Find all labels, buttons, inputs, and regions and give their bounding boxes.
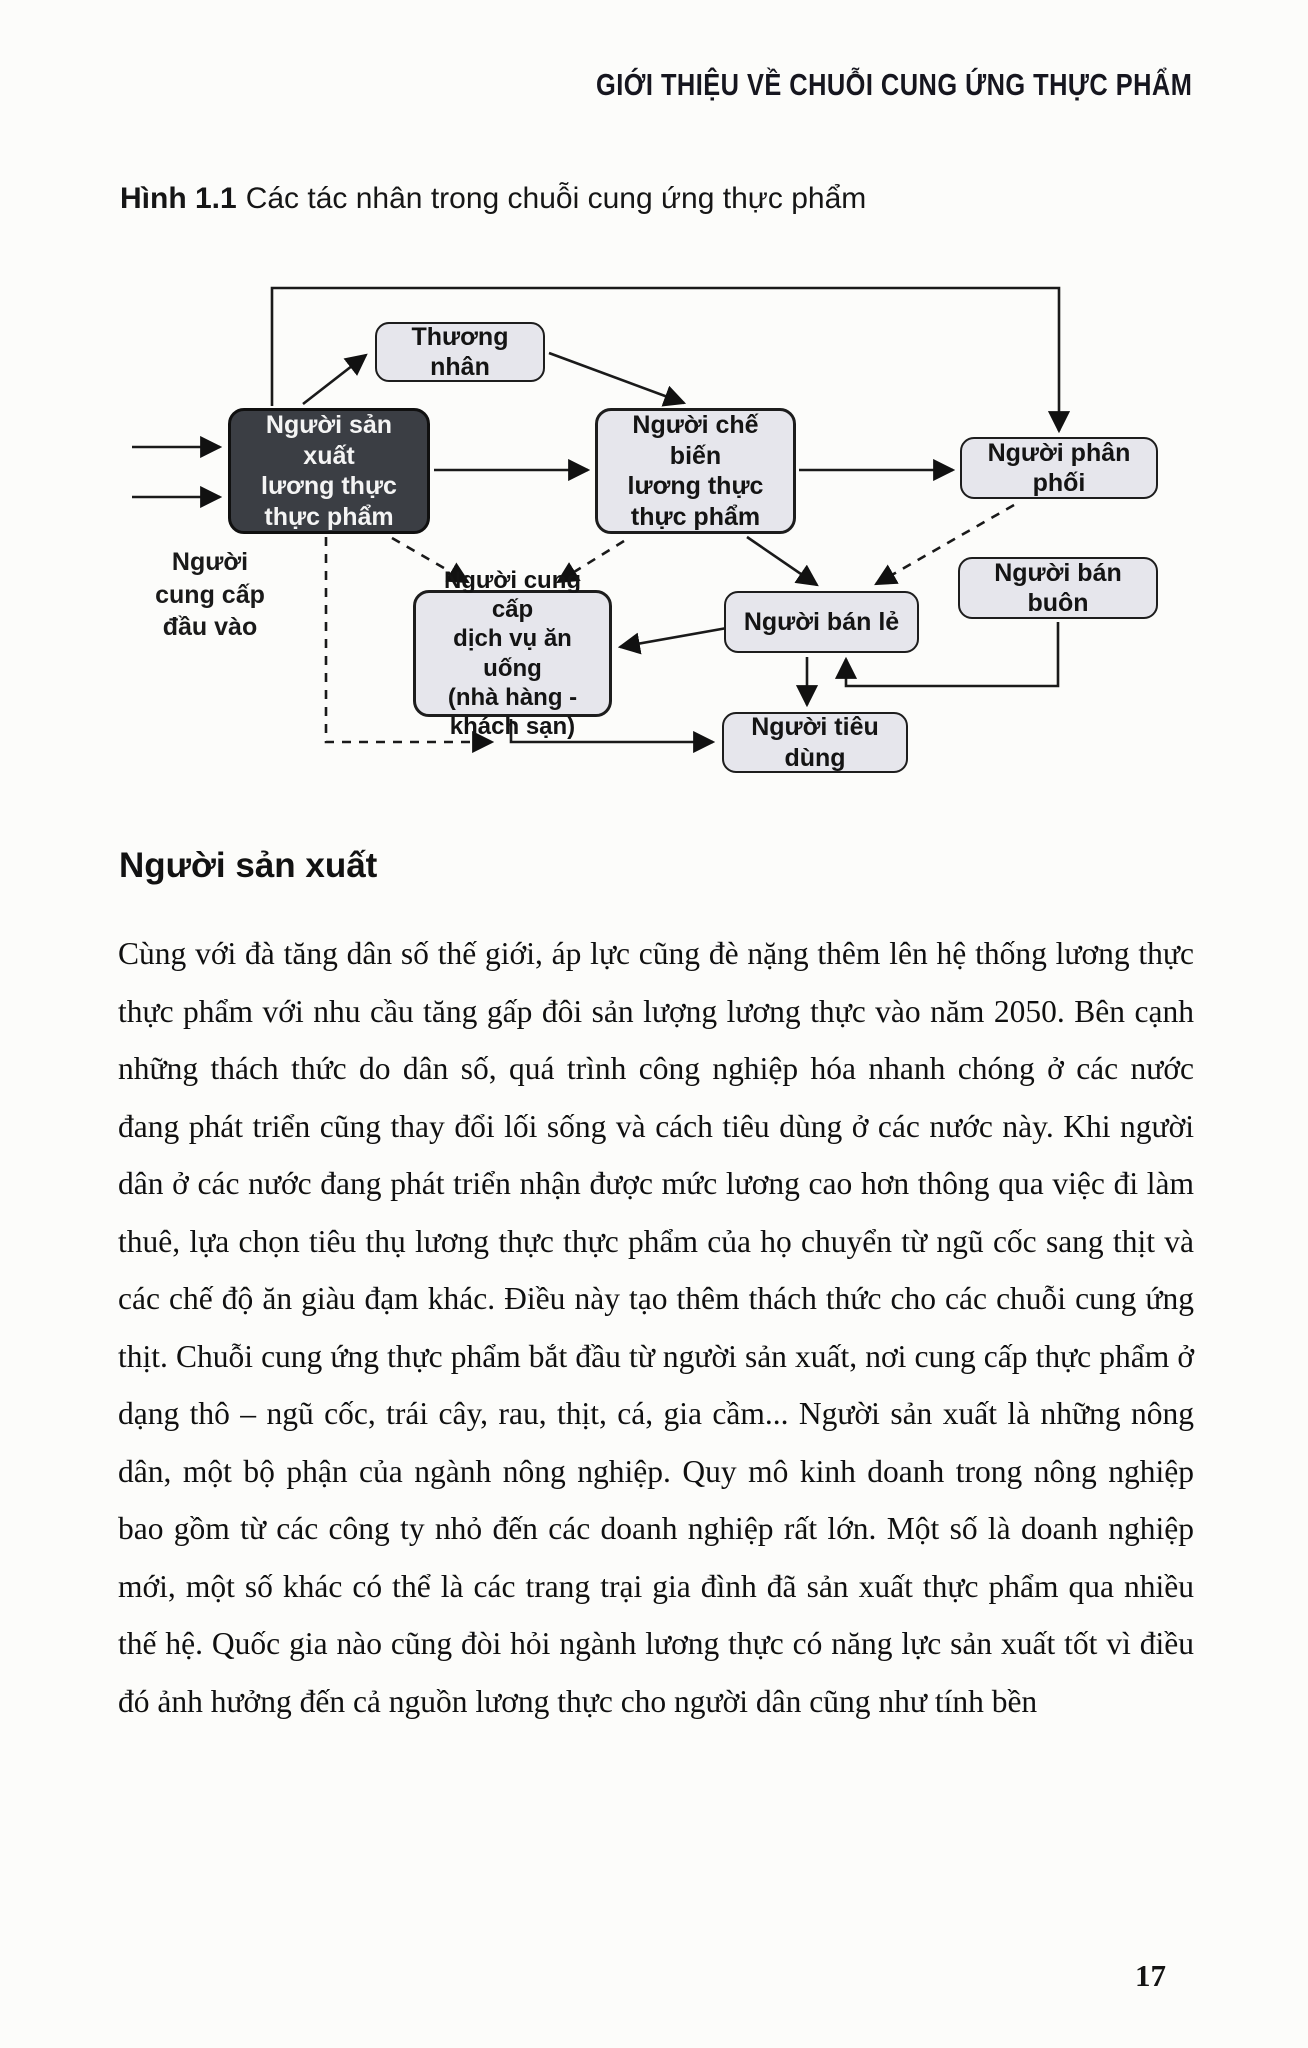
figure-caption-label: Hình 1.1 bbox=[120, 182, 237, 215]
running-header: GIỚI THIỆU VỀ CHUỖI CUNG ỨNG THỰC PHẨM bbox=[595, 68, 1192, 102]
node-processor: Người chế biến lương thực thực phẩm bbox=[595, 408, 796, 534]
node-consumer: Người tiêu dùng bbox=[722, 712, 908, 773]
figure-caption-text: Các tác nhân trong chuỗi cung ứng thực phẩm bbox=[245, 182, 867, 215]
label-input-supplier: Người cung cấp đầu vào bbox=[155, 548, 265, 641]
node-retailer: Người bán lẻ bbox=[724, 591, 919, 653]
node-trader: Thương nhân bbox=[375, 322, 545, 382]
section-heading: Người sản xuất bbox=[119, 846, 378, 885]
node-wholesaler: Người bán buôn bbox=[958, 557, 1158, 619]
body-paragraph: Cùng với đà tăng dân số thế giới, áp lực cũng đè nặng thêm lên hệ thống lương thực thực phẩm với nhu cầu tăng gấp đôi sản lượng lương thực vào năm 2050. Bên cạnh những thách thức do dân số, quá trình công nghiệp hóa nhanh chóng ở các nước đang phát triển cũng thay đổi lối sống và cách tiêu dùng ở các nước này. Khi người dân ở các nước đang phát triển nhận được mức lương cao hơn thông qua việc đi làm thuê, lựa chọn tiêu thụ lương thực thực phẩm của họ chuyển từ ngũ cốc sang thịt và các chế độ ăn giàu đạm khác. Điều này tạo thêm thách thức cho các chuỗi cung ứng thịt. Chuỗi cung ứng thực phẩm bắt đầu từ người sản xuất, nơi cung cấp thực phẩm ở dạng thô – ngũ cốc, trái cây, rau, thịt, cá, gia cầm... Người sản xuất là những nông dân, một bộ phận của ngành nông nghiệp. Quy mô kinh doanh trong nông nghiệp bao gồm từ các công ty nhỏ đến các doanh nghiệp rất lớn. Một số là doanh nghiệp mới, một số khác có thể là các trang trại gia đình đã sản xuất thực phẩm qua nhiều thế hệ. Quốc gia nào cũng đòi hỏi ngành lương thực có năng lực sản xuất tốt vì điều đó ảnh hưởng đến cả nguồn lương thực cho người dân cũng như tính bền bbox=[118, 936, 1194, 1719]
supply-chain-diagram bbox=[0, 0, 1308, 820]
page-number: 17 bbox=[1135, 1958, 1166, 1993]
node-producer: Người sản xuất lương thực thực phẩm bbox=[228, 408, 430, 534]
node-distributor: Người phân phối bbox=[960, 437, 1158, 499]
node-food-service: Người cung cấp dịch vụ ăn uống (nhà hàng - khách sạn) bbox=[413, 590, 612, 717]
